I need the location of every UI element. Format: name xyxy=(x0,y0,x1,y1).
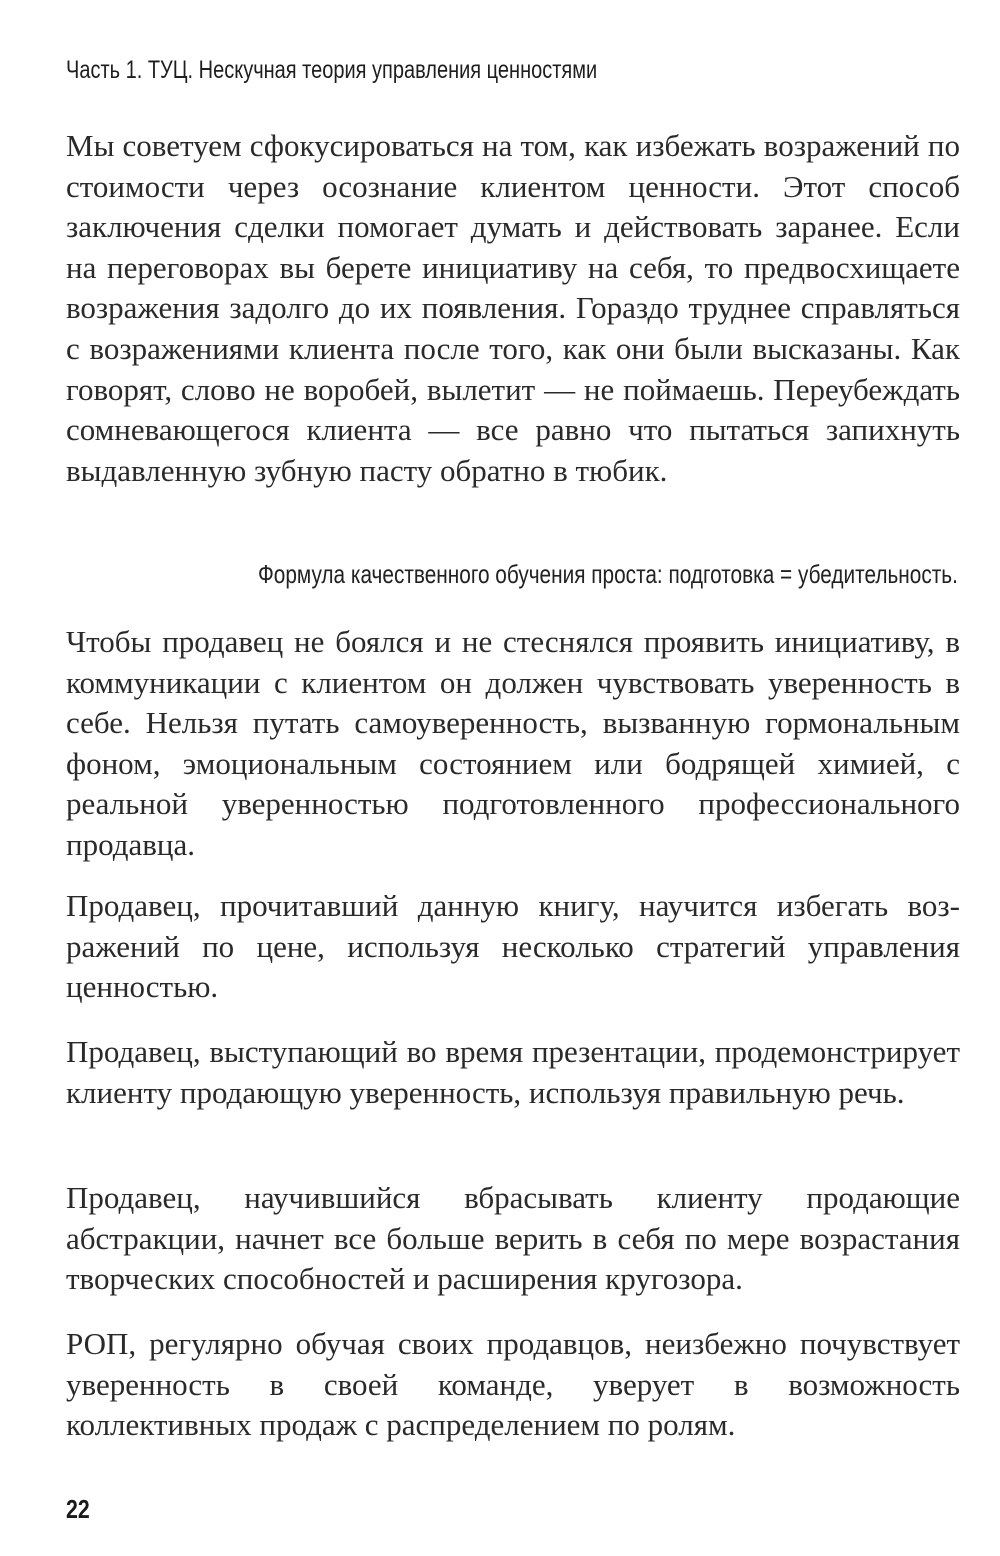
paragraph-confidence: Чтобы продавец не боялся и не стеснялся проявить инициативу, в коммуникации с клиентом он должен чувствовать уверенность в себе. Нельзя путать самоуверенность, вызванную гормональным фоном, эмоциональным состоянием или бодрящей химией, с реальной уверенностью подготовленного профессионального продавца. xyxy=(66,624,960,862)
paragraph-abstractions: Продавец, научившийся вбрасывать клиенту продающие абстракции, начнет все больше верить в себя по мере возрастания творческих способностей и расширения кругозора. xyxy=(66,1180,960,1297)
paragraph-objections: Мы советуем сфокусироваться на том, как избежать возражений по стоимости через осознание клиентом ценности. Этот способ заключения сделки помогает думать и действовать заранее. Если на переговорах вы берете инициативу на себя, то предвосхищаете возражения задолго до их появления. Гораздо труднее справляться с возражениями клиента после того, как они были высказаны. Как говорят, слово не воробей, вылетит — не поймаешь. Переубеждать сомневающегося клиента — все равно что пытаться запихнуть выдавленную зубную пасту обратно в тюбик. xyxy=(66,128,960,488)
formula-callout: Формула качественного обучения проста: подготовка = убедительность. xyxy=(258,559,958,589)
paragraph-price-objections: Продавец, прочитавший данную книгу, научится избегать возражений по цене, используя несколько стратегий управления ценностью. xyxy=(66,888,960,1005)
paragraph-presentation: Продавец, выступающий во время презентации, продемонстрирует клиенту продающую уверенность, используя правильную речь. xyxy=(66,1034,960,1110)
paragraph-rop-team: РОП, регулярно обучая своих продавцов, неизбежно почувствует уверенность в своей команде, уверует в возможность коллективных продаж с распределением по ролям. xyxy=(66,1326,960,1443)
running-header: Часть 1. ТУЦ. Нескучная теория управления ценностями xyxy=(66,56,598,84)
page-number: 22 xyxy=(66,1494,90,1524)
